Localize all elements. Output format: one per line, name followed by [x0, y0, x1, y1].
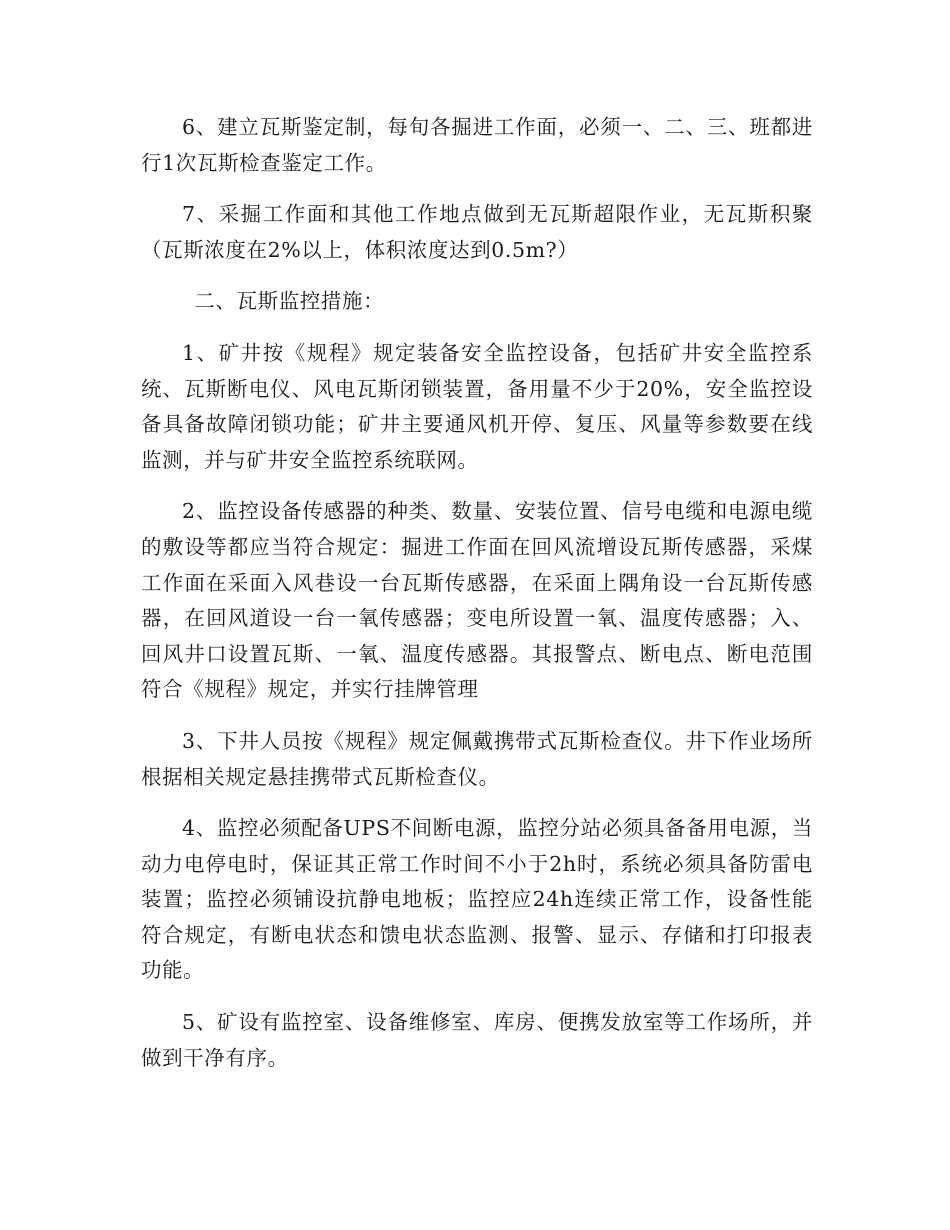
paragraph-item-1: 1、矿井按《规程》规定装备安全监控设备，包括矿井安全监控系统、瓦斯断电仪、风电瓦斯闭锁装置，备用量不少于20%，安全监控设备具备故障闭锁功能；矿井主要通风机开停、复压、风量等参数要在线监测，并与矿井安全监控系统联网。 — [141, 340, 813, 472]
paragraph-item-5: 5、矿设有监控室、设备维修室、库房、便携发放室等工作场所，并做到干净有序。 — [141, 1010, 813, 1070]
paragraph-item-3: 3、下井人员按《规程》规定佩戴携带式瓦斯检查仪。井下作业场所根据相关规定悬挂携带式瓦斯检查仪。 — [141, 728, 813, 789]
paragraph-item-4: 4、监控必须配备UPS不间断电源，监控分站必须具备备用电源，当动力电停电时，保证其正常工作时间不小于2h时，系统必须具备防雷电装置；监控必须铺设抗静电地板；监控应24h连续正常工作，设备性能符合规定，有断电状态和馈电状态监测、报警、显示、存储和打印报表功能。 — [141, 816, 813, 983]
paragraph-item-7: 7、采掘工作面和其他工作地点做到无瓦斯超限作业，无瓦斯积聚（瓦斯浓度在2%以上，体积浓度达到0.5m?） — [141, 202, 813, 262]
paragraph-item-2: 2、监控设备传感器的种类、数量、安装位置、信号电缆和电源电缆的敷设等都应当符合规定：掘进工作面在回风流增设瓦斯传感器，采煤工作面在采面入风巷设一台瓦斯传感器，在采面上隅角设一台瓦斯传感器，在回风道设一台一氧传感器；变电所设置一氧、温度传感器；入、回风井口设置瓦斯、一氧、温度传感器。其报警点、断电点、断电范围符合《规程》规定，并实行挂牌管理 — [141, 499, 813, 702]
section-heading-gas-monitoring: 二、瓦斯监控措施： — [194, 289, 385, 314]
document-body — [141, 110, 813, 1092]
paragraph-item-6: 6、建立瓦斯鉴定制，每旬各掘进工作面，必须一、二、三、班都进行1次瓦斯检查鉴定工作。 — [141, 115, 813, 175]
